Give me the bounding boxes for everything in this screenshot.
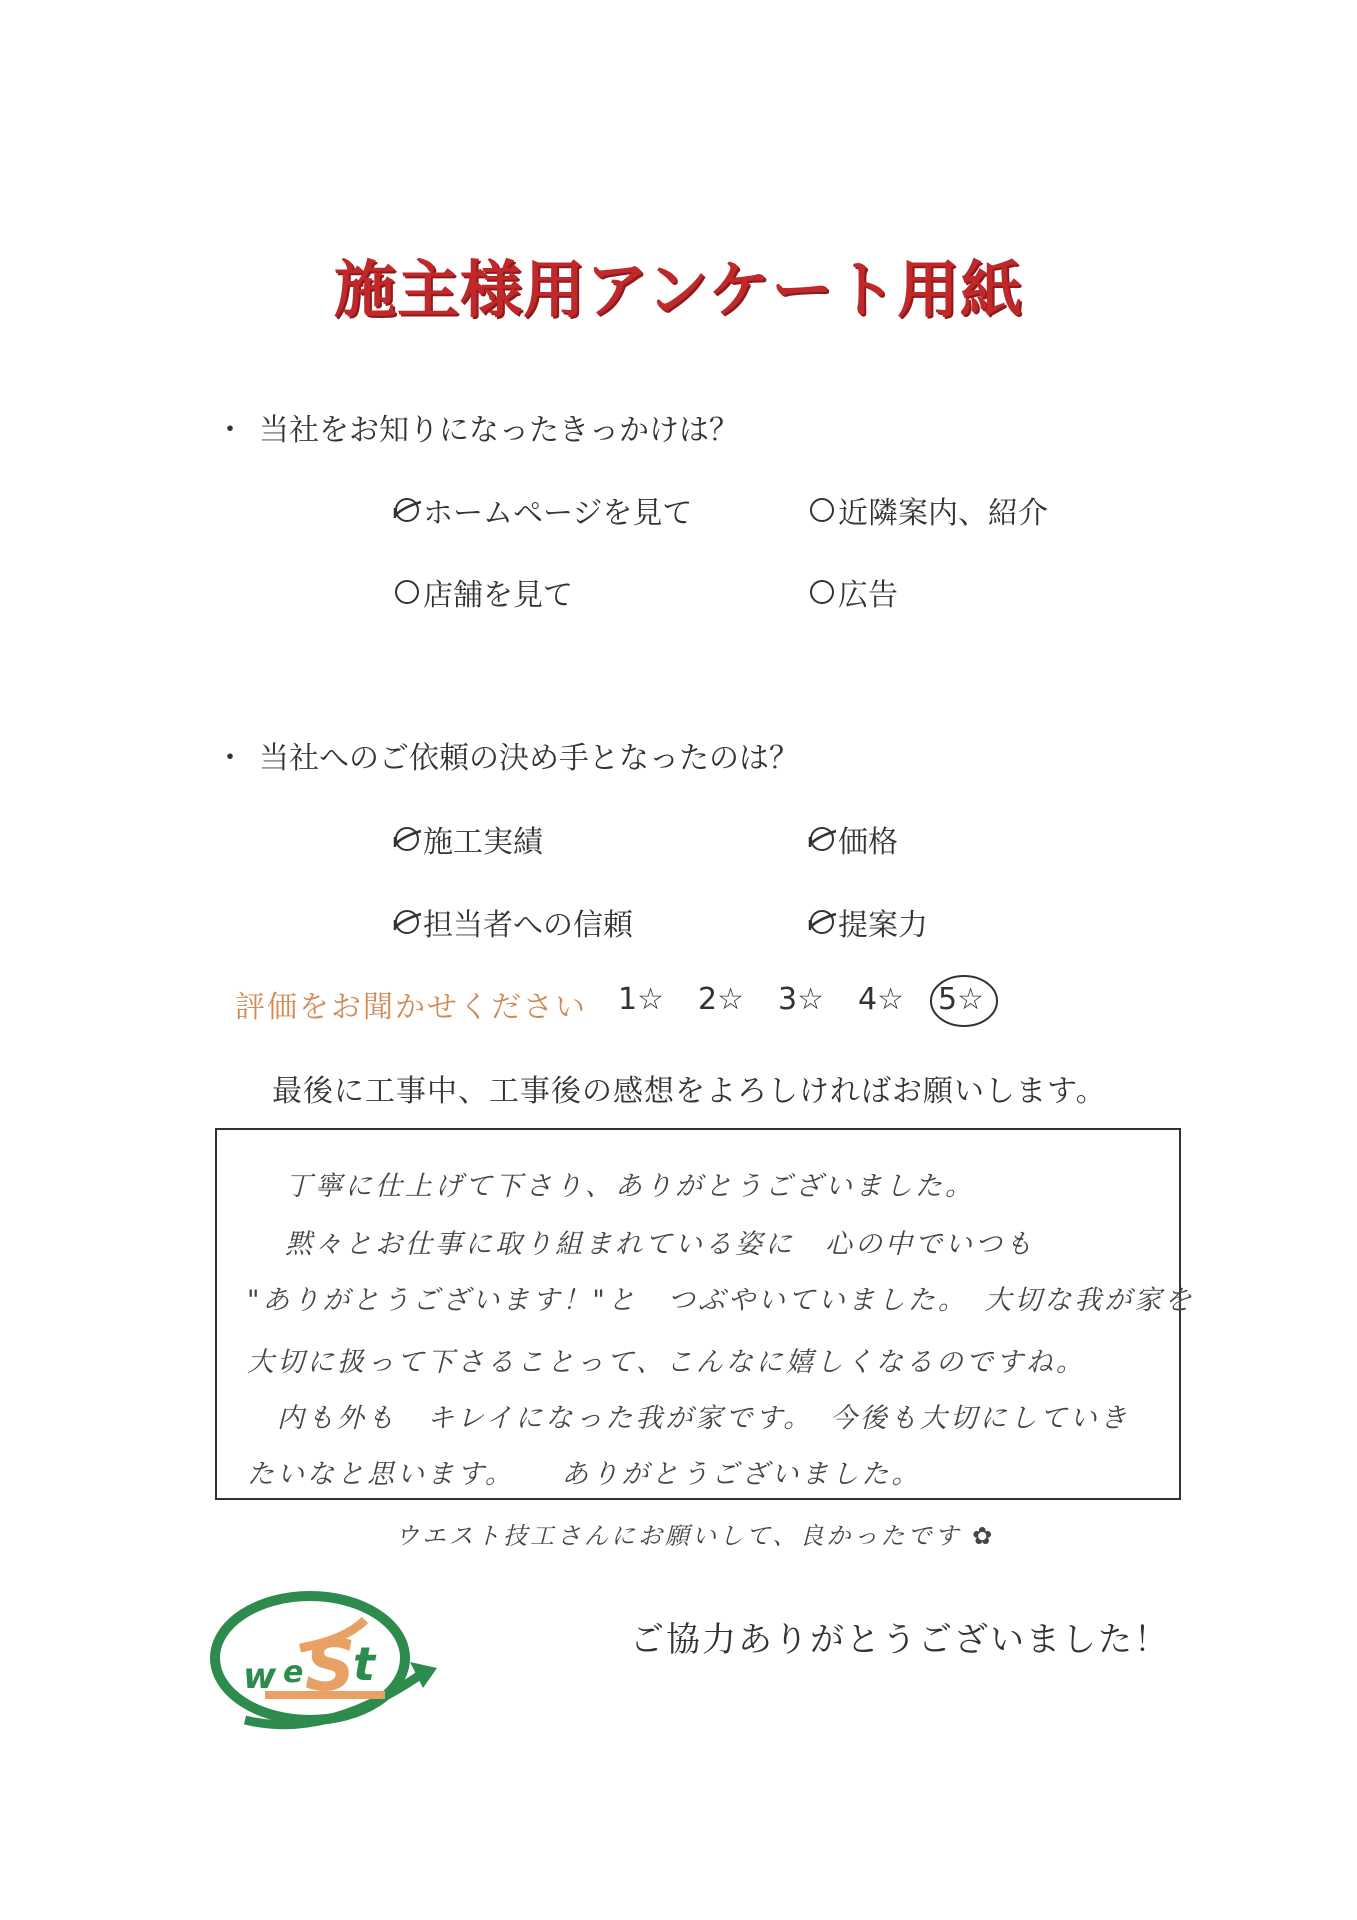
footer-thanks: ご協力ありがとうございました！ xyxy=(630,1620,1170,1660)
q2-option-price[interactable]: 価格 xyxy=(810,817,898,861)
q2-option-trust[interactable]: 担当者への信頼 xyxy=(395,900,633,944)
svg-text:w: w xyxy=(243,1656,277,1697)
check-mark-icon xyxy=(806,823,840,857)
company-logo xyxy=(205,1570,445,1730)
q2-option-results[interactable]: 施工実績 xyxy=(395,817,543,861)
comment-box[interactable] xyxy=(215,1128,1195,1500)
check-circle xyxy=(395,910,419,934)
svg-text:e: e xyxy=(283,1655,304,1690)
rating-star-1[interactable]: 1☆ xyxy=(618,982,664,1017)
rating-star-3[interactable]: 3☆ xyxy=(778,982,824,1017)
comment-line-3: "ありがとうございます！"と つぶやいていました。 大切な我が家を xyxy=(247,1285,1195,1316)
q2-option-proposal[interactable]: 提案力 xyxy=(810,900,928,944)
check-circle xyxy=(395,580,419,604)
page-title: 施主様用アンケート用紙 xyxy=(333,253,1024,326)
question-2: ・ 当社へのご依頼の決め手となったのは？ xyxy=(215,741,799,776)
q1-option-ad[interactable]: 広告 xyxy=(810,570,898,614)
question-1: ・ 当社をお知りになったきっかけは？ xyxy=(215,413,739,448)
q1-option-store[interactable]: 店舗を見て xyxy=(395,570,573,614)
check-mark-icon xyxy=(391,494,425,528)
check-mark-icon xyxy=(806,906,840,940)
question-1-label: 当社をお知りになったきっかけは？ xyxy=(259,413,739,448)
q1-option-homepage[interactable]: ホームページを見て xyxy=(395,488,692,532)
check-circle xyxy=(395,498,419,522)
check-mark-icon xyxy=(391,823,425,857)
rating-star-5-wrap[interactable] xyxy=(938,982,984,1017)
check-circle xyxy=(395,827,419,851)
comment-line-6: たいなと思います。 ありがとうございました。 xyxy=(247,1459,922,1490)
comment-prompt: 最後に工事中、工事後の感想をよろしければお願いします。 xyxy=(272,1074,1107,1109)
check-circle xyxy=(810,910,834,934)
rating-star-4[interactable]: 4☆ xyxy=(858,982,904,1017)
q1-option-neighbor[interactable]: 近隣案内、紹介 xyxy=(810,488,1048,532)
comment-line-2: 黙々とお仕事に取り組まれている姿に 心の中でいつも xyxy=(285,1229,1035,1260)
check-circle xyxy=(810,827,834,851)
flower-icon: ✿ xyxy=(972,1522,996,1550)
comment-line-1: 丁寧に仕上げて下さり、ありがとうございました。 xyxy=(285,1171,975,1202)
question-2-label: 当社へのご依頼の決め手となったのは？ xyxy=(259,741,799,776)
comment-line-4: 大切に扱って下さることって、こんなに嬉しくなるのですね。 xyxy=(247,1347,1086,1378)
comment-footer: ウエスト技工さんにお願いして、良かったです ✿ xyxy=(395,1522,996,1550)
rating-label: 評価をお聞かせください xyxy=(235,990,587,1025)
selected-circle-icon xyxy=(928,972,1000,1030)
svg-text:S: S xyxy=(305,1625,356,1707)
check-circle xyxy=(810,498,834,522)
check-mark-icon xyxy=(391,906,425,940)
rating-star-5: 5☆ xyxy=(938,982,984,1017)
svg-text:t: t xyxy=(353,1637,375,1691)
comment-line-5: 内も外も キレイになった我が家です。 今後も大切にしていき xyxy=(277,1403,1130,1434)
rating-star-2[interactable]: 2☆ xyxy=(698,982,744,1017)
check-circle xyxy=(810,580,834,604)
